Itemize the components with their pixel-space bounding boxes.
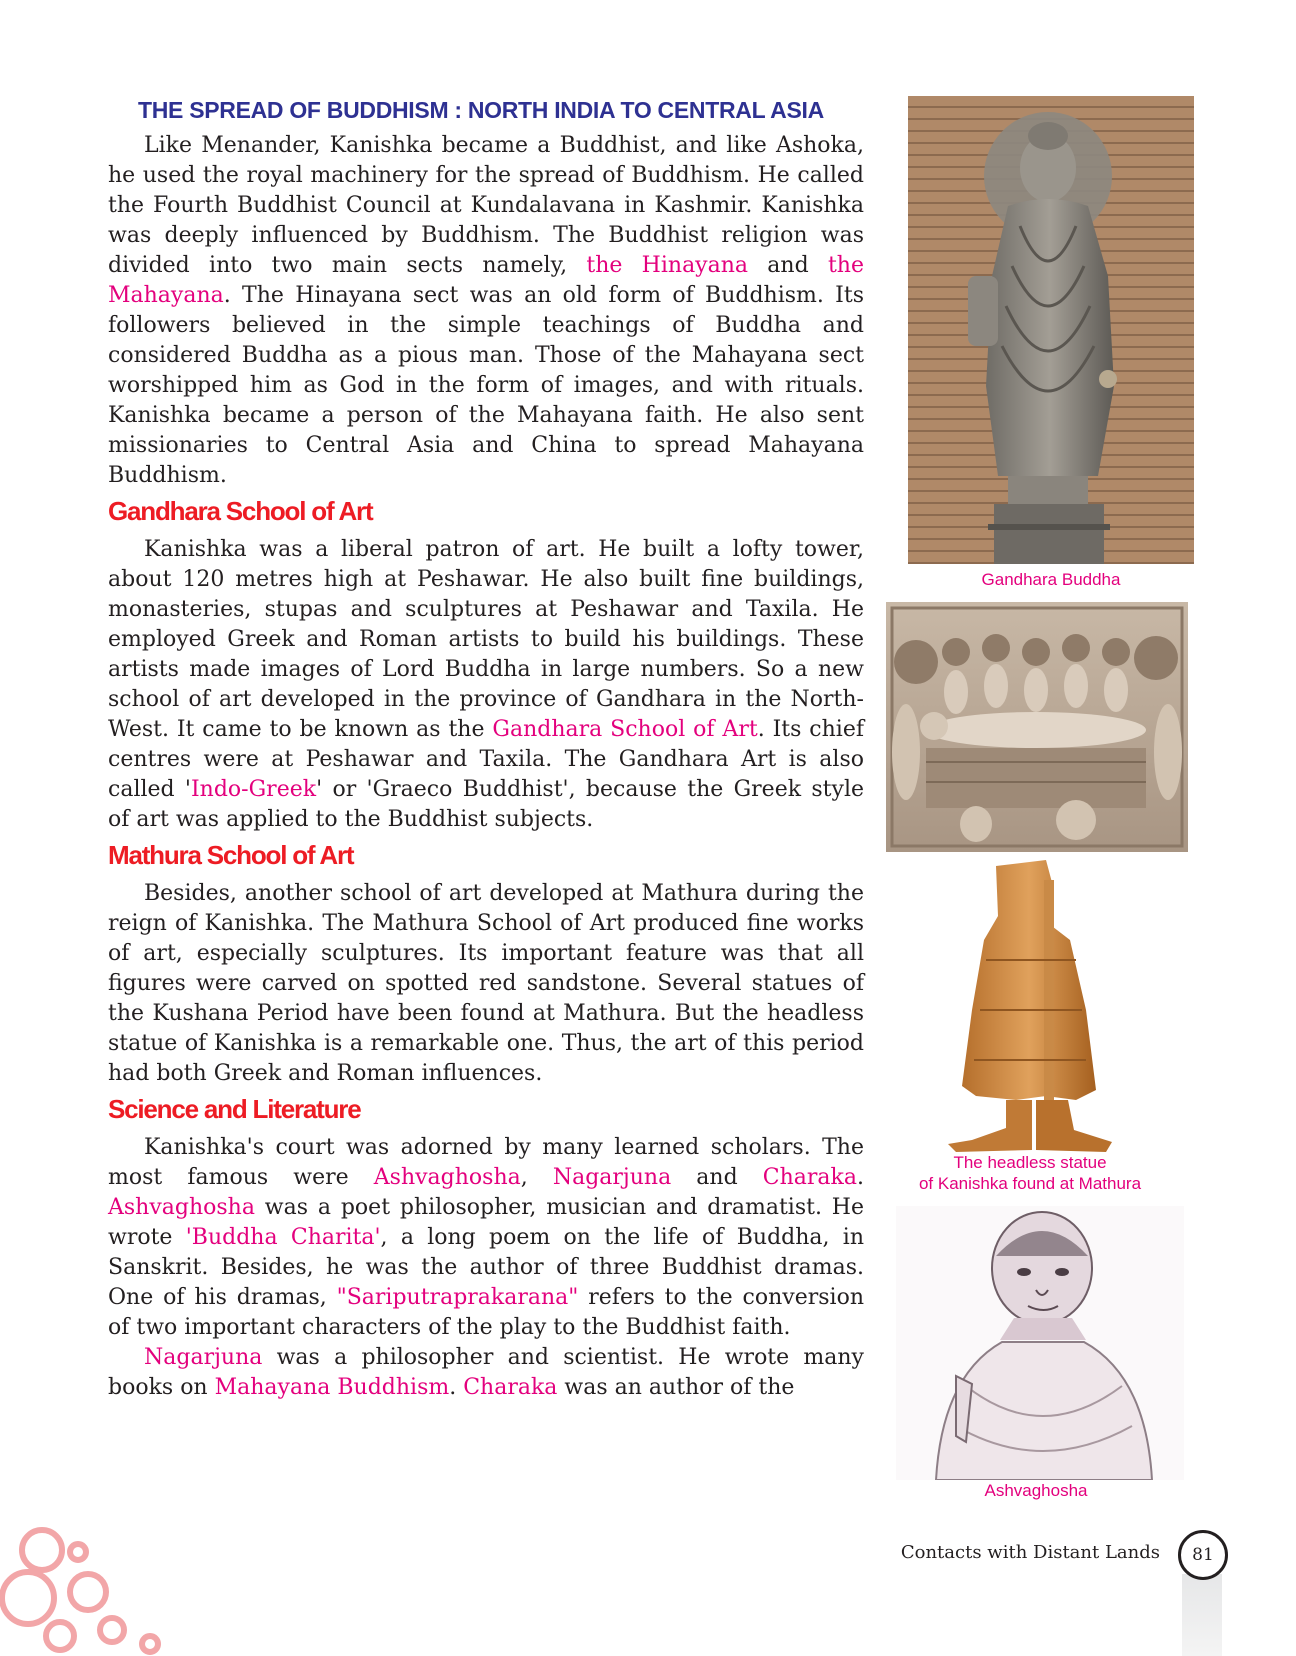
term-ashvaghosha: Ashvaghosha <box>108 1195 255 1220</box>
caption-gandhara-buddha: Gandhara Buddha <box>981 570 1121 589</box>
gandhara-relief-image <box>886 602 1188 852</box>
gandhara-heading: Gandhara School of Art <box>108 496 373 526</box>
mathura-paragraph: Besides, another school of art developed at Mathura during the reign of Kanishka. The Mathura School of Art produced fine works of art, especially sculptures. Its important feature was that all figures were carved on spotted red sandstone. Several statues of the Kushana Period have been found at Mathura. But the headless statue of Kanishka is a remarkable one. Thus, the art of this period had both Greek and Roman influences. <box>108 881 864 1086</box>
science-paragraph-2: Nagarjuna was a philosopher and scientist. He wrote many books on Mahayana Buddhism. Charaka was an author of the <box>108 1345 864 1400</box>
term-gandhara-school: Gandhara School of Art <box>492 717 758 742</box>
caption-ashvaghosha: Ashvaghosha <box>984 1481 1088 1500</box>
term-hinayana: the Hinayana <box>586 253 749 278</box>
ashvaghosha-image <box>896 1206 1184 1480</box>
term-charaka: Charaka <box>762 1165 857 1190</box>
term-mahayana-buddhism: Mahayana Buddhism <box>214 1375 450 1400</box>
ashvaghosha-illustration <box>896 1206 1184 1480</box>
gandhara-buddha-image <box>908 96 1194 564</box>
science-paragraph-1: Kanishka's court was adorned by many learned scholars. The most famous were Ashvaghosha, Nagarjuna and Charaka. Ashvaghosha was a poet philosopher, musician and dramatist. He wrote 'Buddha Charita', a long poem on the life of Buddha, in Sanskrit. Besides, he was the author of three Buddhist dramas. One of his dramas, "Sariputraprakarana" refers to the conversion of two important characters of the play to the Buddhist faith. <box>108 1135 864 1340</box>
term-sariputraprakarana: "Sariputraprakarana" <box>336 1285 579 1310</box>
gandhara-buddha-illustration <box>908 96 1194 564</box>
caption-headless-line-2: of Kanishka found at Mathura <box>918 1174 1142 1193</box>
decorative-circle-icon <box>142 1636 158 1652</box>
decorative-circle-icon <box>100 1618 124 1642</box>
gandhara-paragraph: Kanishka was a liberal patron of art. He built a lofty tower, about 120 metres high at Peshawar. He also built fine buildings, monasteries, stupas and sculptures at Peshawar and Taxila. He employed Greek and Roman artists to build his buildings. These artists made images of Lord Buddha in large numbers. So a new school of art developed in the province of Gandhara in the North-West. It came to be known as the Gandhara School of Art. Its chief centres were at Peshawar and Taxila. The Gandhara Art is also called 'Indo-Greek' or 'Graeco Buddhist', because the Greek style of art was applied to the Buddhist subjects. <box>108 537 864 832</box>
decorative-circle-icon <box>70 1544 86 1560</box>
gandhara-section <box>108 495 864 835</box>
footer-tab-strip <box>1182 1574 1222 1656</box>
intro-paragraph: Like Menander, Kanishka became a Buddhist, and like Ashoka, he used the royal machinery for the spread of Buddhism. He called the Fourth Buddhist Council at Kundalavana in Kashmir. Kanishka was deeply influenced by Buddhism. The Buddhist religion was divided into two main sects namely, the Hinayana and the Mahayana. The Hinayana sect was an old form of Buddhism. Its followers believed in the simple teachings of Buddha and considered Buddha as a pious man. Those of the Mahayana sect worshipped him as God in the form of images, and with rituals. Kanishka became a person of the Mahayana faith. He also sent missionaries to Central Asia and China to spread Mahayana Buddhism. <box>108 133 864 488</box>
headless-statue-illustration <box>936 860 1120 1156</box>
decorative-circle-icon <box>46 1622 74 1650</box>
main-column <box>108 96 864 1407</box>
term-nagarjuna: Nagarjuna <box>552 1165 672 1190</box>
term-ashvaghosha: Ashvaghosha <box>373 1165 521 1190</box>
decorative-circles-graphic <box>0 1526 200 1656</box>
gandhara-relief-illustration <box>886 602 1188 852</box>
page-title: THE SPREAD OF BUDDHISM : NORTH INDIA TO CENTRAL ASIA <box>138 97 824 123</box>
decorative-circle-icon <box>70 1574 106 1610</box>
footer-chapter-title: Contacts with Distant Lands <box>900 1542 1160 1563</box>
term-mahayana: the Mahayana <box>108 253 864 308</box>
decorative-circle-icon <box>2 1572 54 1624</box>
term-indo-greek: Indo-Greek <box>190 777 317 802</box>
mathura-section <box>108 839 864 1089</box>
term-nagarjuna: Nagarjuna <box>144 1345 263 1370</box>
mathura-heading: Mathura School of Art <box>108 840 354 870</box>
decorative-circle-icon <box>22 1530 62 1570</box>
science-heading: Science and Literature <box>108 1094 361 1124</box>
caption-headless-line-1: The headless statue <box>953 1153 1107 1172</box>
science-section <box>108 1093 864 1403</box>
caption-headless-statue <box>880 1152 1180 1194</box>
term-charaka: Charaka <box>463 1375 558 1400</box>
headless-statue-image <box>936 860 1120 1156</box>
intro-section <box>108 131 864 491</box>
term-buddha-charita: 'Buddha Charita' <box>185 1225 381 1250</box>
page-number: 81 <box>1178 1530 1228 1580</box>
